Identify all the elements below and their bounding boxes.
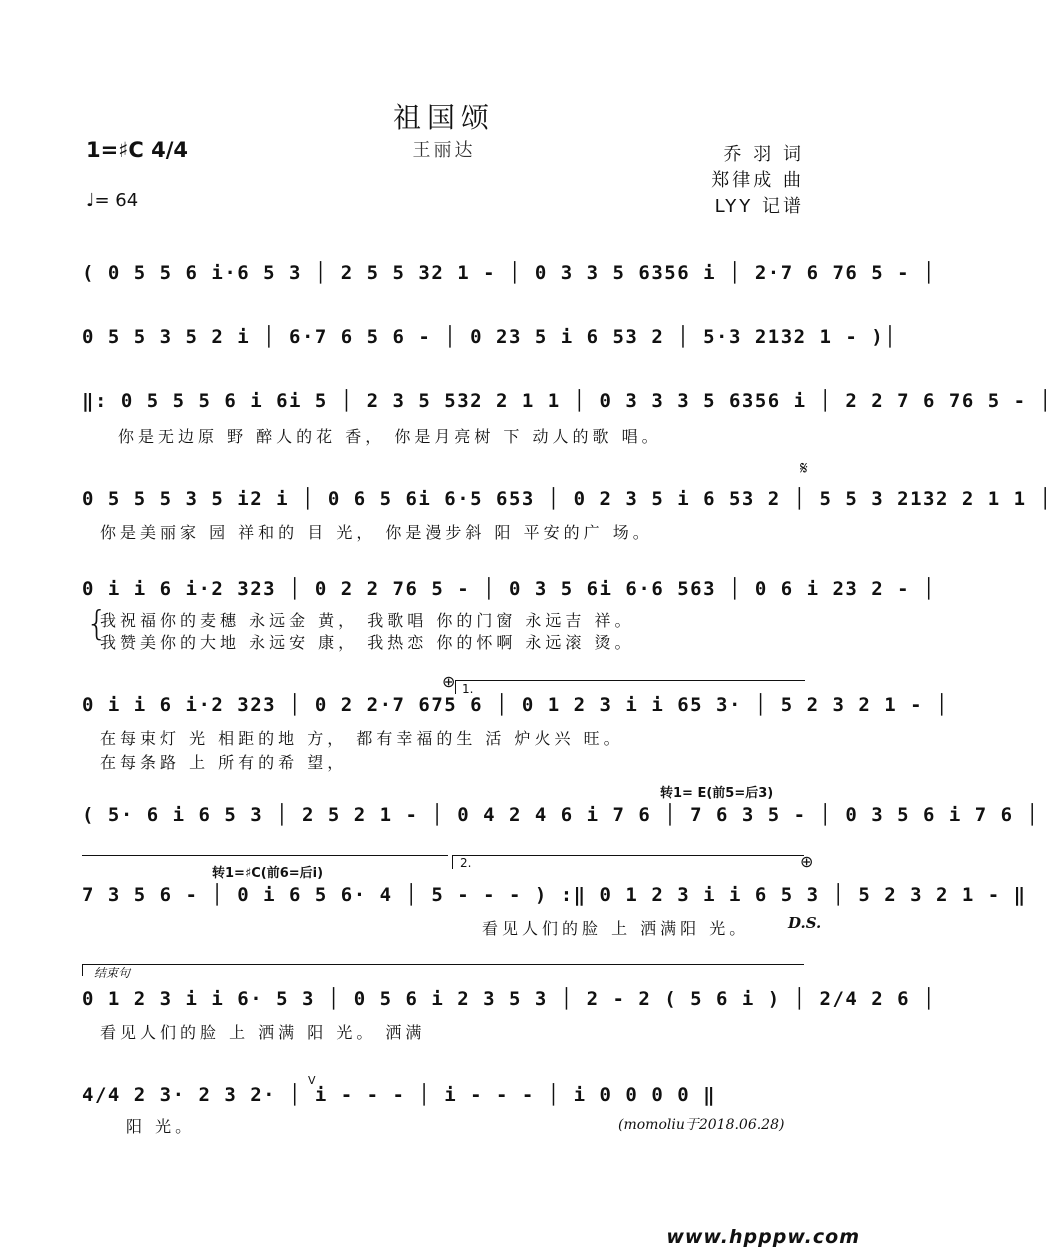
lyric-line-2: 你是美丽家 园 祥和的 目 光， 你是漫步斜 阳 平安的广 场。 — [100, 523, 653, 542]
lyric-line-6: 在每条路 上 所有的希 望， — [100, 753, 348, 772]
volta-2-label: 2. — [460, 856, 472, 870]
ending-label: 结束句 — [94, 966, 131, 980]
key-signature: 1=♯C 4/4 — [86, 138, 188, 162]
singer-name: 王丽达 — [412, 140, 476, 161]
repeat-bracket-line — [82, 855, 448, 856]
breath-mark: V — [308, 1074, 316, 1087]
score-line-3: ‖: 0 5 5 5 6 i 6i 5 │ 2 3 5 532 2 1 1 │ 0 3 3 3 5 6356 i │ 2 2 7 6 76 5 - │ — [82, 390, 1052, 412]
score-line-8: 7 3 5 6 - │ 0 i 6 5 6· 4 │ 5 - - - ) :‖ 0 1 2 3 i i 6 5 3 │ 5 2 3 2 1 - ‖ — [82, 884, 1027, 906]
score-line-1: ( 0 5 5 6 i·6 5 3 │ 2 5 5 32 1 - │ 0 3 3 5 6356 i │ 2·7 6 76 5 - │ — [82, 262, 936, 284]
score-line-6: 0 i i 6 i·2 323 │ 0 2 2·7 675 6 │ 0 1 2 3 i i 65 3· │ 5 2 3 2 1 - │ — [82, 694, 949, 716]
lyricist-credit: 乔 羽 词 — [723, 144, 804, 165]
coda-sign-1: ⊕ — [442, 672, 456, 691]
lyric-line-5: 在每束灯 光 相距的地 方， 都有幸福的生 活 炉火兴 旺。 — [100, 729, 624, 748]
tempo-marking: ♩= 64 — [86, 190, 139, 211]
modulation-csharp: 转1=♯C(前6=后i) — [212, 866, 324, 881]
score-line-4: 0 5 5 5 3 5 i2 i │ 0 6 5 6i 6·5 653 │ 0 2 3 5 i 6 53 2 │ 5 5 3 2132 2 1 1 │ — [82, 488, 1052, 510]
volta-1-bracket — [455, 680, 805, 681]
volta-1-label: 1. — [462, 682, 474, 696]
lyric-line-7: 看见人们的脸 上 洒满阳 光。 — [482, 919, 750, 938]
segno-sign: 𝄋 — [800, 458, 808, 479]
volta-2-bracket-left — [452, 855, 453, 869]
site-watermark: www.hpppw.com — [666, 1226, 860, 1248]
score-line-5: 0 i i 6 i·2 323 │ 0 2 2 76 5 - │ 0 3 5 6i 6·6 563 │ 0 6 i 23 2 - │ — [82, 578, 936, 600]
ending-bracket-left — [82, 964, 83, 976]
score-line-10: 4/4 2 3· 2 3 2· │ i - - - │ i - - - │ i 0 0 0 0 ‖ — [82, 1084, 717, 1106]
ending-bracket — [82, 964, 804, 965]
transcriber-credit: LYY 记谱 — [714, 196, 804, 217]
transcription-note: (momoliu于2018.06.28) — [618, 1117, 785, 1133]
lyric-line-3: 我祝福你的麦穗 永远金 黄， 我歌唱 你的门窗 永远吉 祥。 — [100, 611, 635, 630]
song-title: 祖国颂 — [392, 101, 495, 134]
lyric-line-4: 我赞美你的大地 永远安 康， 我热恋 你的怀啊 永远滚 烫。 — [100, 633, 635, 652]
volta-1-bracket-left — [455, 680, 456, 694]
score-line-9: 0 1 2 3 i i 6· 5 3 │ 0 5 6 i 2 3 5 3 │ 2 - 2 ( 5 6 i ) │ 2/4 2 6 │ — [82, 988, 936, 1010]
lyric-line-1: 你是无边原 野 醉人的花 香， 你是月亮树 下 动人的歌 唱。 — [118, 427, 662, 446]
composer-credit: 郑律成 曲 — [711, 170, 804, 191]
dal-segno-mark: D.S. — [788, 914, 822, 932]
lyric-line-8: 看见人们的脸 上 洒满 阳 光。 洒满 — [100, 1023, 426, 1042]
modulation-e: 转1= E(前5=后3) — [660, 786, 774, 801]
score-line-2: 0 5 5 3 5 2 i │ 6·7 6 5 6 - │ 0 23 5 i 6 53 2 │ 5·3 2132 1 - )│ — [82, 326, 898, 348]
verse-brace: { — [86, 604, 108, 644]
coda-sign-2: ⊕ — [800, 852, 814, 871]
volta-2-bracket — [452, 855, 804, 856]
score-line-7: ( 5· 6 i 6 5 3 │ 2 5 2 1 - │ 0 4 2 4 6 i 7 6 │ 7 6 3 5 - │ 0 3 5 6 i 7 6 │ — [82, 804, 1040, 826]
lyric-line-9: 阳 光。 — [126, 1117, 196, 1136]
